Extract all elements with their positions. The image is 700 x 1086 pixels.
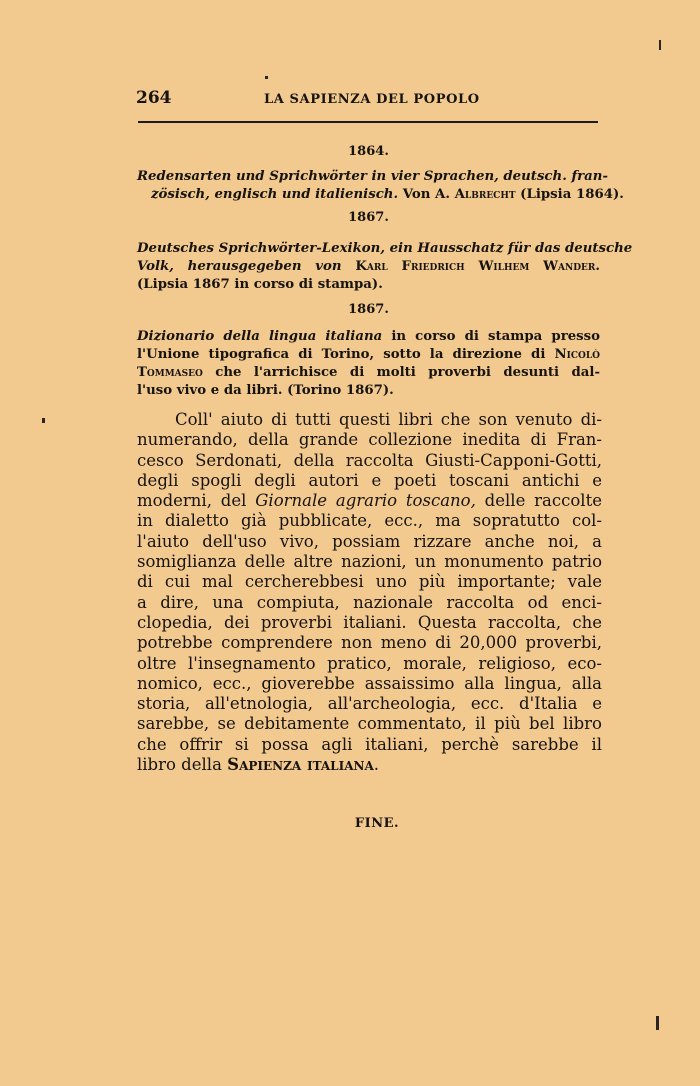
- entry-line: [137, 186, 624, 204]
- entry-line: [137, 346, 600, 364]
- scan-speck: [42, 418, 45, 423]
- entry-line: [137, 328, 600, 346]
- entry-title: Dizionario della lingua italiana: [137, 329, 383, 344]
- paragraph-line: di cui mal cercherebbesi uno più importante; vale: [137, 572, 602, 592]
- entry-line: [137, 364, 600, 382]
- paragraph-line: nomico, ecc., gioverebbe assaissimo alla lingua, alla: [137, 673, 602, 693]
- paragraph-line: in dialetto già pubblicate, ecc., ma sopratutto col-: [137, 511, 602, 531]
- entry-title: Deutsches Sprichwörter-Lexikon, ein Hausschatz für das deutsche: [137, 241, 633, 256]
- entry-year: 1867.: [348, 210, 389, 225]
- paragraph-line: potrebbe comprendere non meno di 20,000 proverbi,: [137, 633, 602, 653]
- entry-text: (Lipsia 1867 in corso di stampa).: [137, 277, 383, 292]
- entry-title: Redensarten und Sprichwörter in vier Sprachen, deutsch. fran-: [137, 169, 608, 184]
- paragraph-line: a dire, una compiuta, nazionale raccolta od enci-: [137, 592, 602, 612]
- entry-text: in corso di stampa presso: [382, 329, 600, 344]
- entry-title: Volk, herausgegeben von: [137, 259, 342, 274]
- paragraph-line: clopedia, dei proverbi italiani. Questa raccolta, che: [137, 612, 602, 632]
- bibliography-entry: [137, 328, 600, 400]
- entry-title: zösisch, englisch und italienisch.: [151, 187, 399, 202]
- paragraph-line: che offrir si possa agli italiani, perchè sarebbe il: [137, 734, 602, 754]
- scan-speck: [656, 1016, 659, 1030]
- body-paragraph: [137, 410, 602, 775]
- book-title: Sapienza italiana: [227, 755, 374, 775]
- entry-line: [137, 240, 633, 258]
- paragraph-text: delle raccolte: [475, 491, 602, 511]
- page-header: [136, 88, 600, 112]
- paragraph-line: l'aiuto dell'uso vivo, possiam rizzare anche noi, a: [137, 531, 602, 551]
- paragraph-line: oltre l'insegnamento pratico, morale, religioso, eco-: [137, 653, 602, 673]
- paragraph-line: numerando, della grande collezione inedita di Fran-: [137, 430, 602, 450]
- header-rule: [138, 121, 598, 123]
- paragraph-line: sarebbe, se debitamente commentato, il più bel libro: [137, 714, 602, 734]
- entry-text: (Lipsia 1864).: [515, 187, 624, 202]
- paragraph-line: degli spogli degli autori e poeti toscani antichi e: [137, 470, 602, 490]
- page-number: 264: [136, 88, 172, 108]
- paragraph-line: [137, 491, 602, 511]
- running-title: LA SAPIENZA DEL POPOLO: [264, 92, 480, 107]
- entry-line: [137, 276, 600, 294]
- paragraph-text: libro della: [137, 755, 228, 775]
- entry-text: che l'arrichisce di molti proverbi desunti dal-: [202, 365, 600, 380]
- entry-line: [137, 168, 608, 186]
- bibliography-entry: [137, 240, 633, 294]
- entry-year: 1864.: [348, 144, 389, 159]
- paragraph-line: cesco Serdonati, della raccolta Giusti-Capponi-Gotti,: [137, 450, 602, 470]
- entry-author: A. Albrecht: [435, 187, 516, 202]
- entry-text: l'Unione tipografica di Torino, sotto la direzione di: [137, 347, 546, 362]
- entry-author: Nicolò: [545, 347, 600, 362]
- journal-title: Giornale agrario toscano,: [255, 491, 476, 511]
- entry-year: 1867.: [348, 302, 389, 317]
- entry-line: [137, 382, 600, 400]
- entry-text: l'uso vivo e da libri. (Torino 1867).: [137, 383, 394, 398]
- paragraph-line: Coll' aiuto di tutti questi libri che son venuto di-: [175, 410, 602, 429]
- entry-text: Von: [398, 187, 436, 202]
- paragraph-text: moderni, del: [137, 491, 256, 511]
- entry-line: [137, 258, 600, 276]
- paragraph-line: [137, 755, 602, 775]
- scan-speck: [265, 76, 268, 79]
- end-mark: FINE.: [354, 816, 400, 831]
- paragraph-text: .: [373, 755, 380, 775]
- bibliography-entry: [137, 168, 624, 204]
- paragraph-line: somiglianza delle altre nazioni, un monumento patrio: [137, 552, 602, 572]
- paragraph-line: storia, all'etnologia, all'archeologia, ecc. d'Italia e: [137, 694, 602, 714]
- scan-speck: [659, 40, 661, 50]
- entry-author: Tommaseo: [137, 365, 203, 380]
- entry-author: Karl Friedrich Wilhem Wander.: [341, 259, 600, 274]
